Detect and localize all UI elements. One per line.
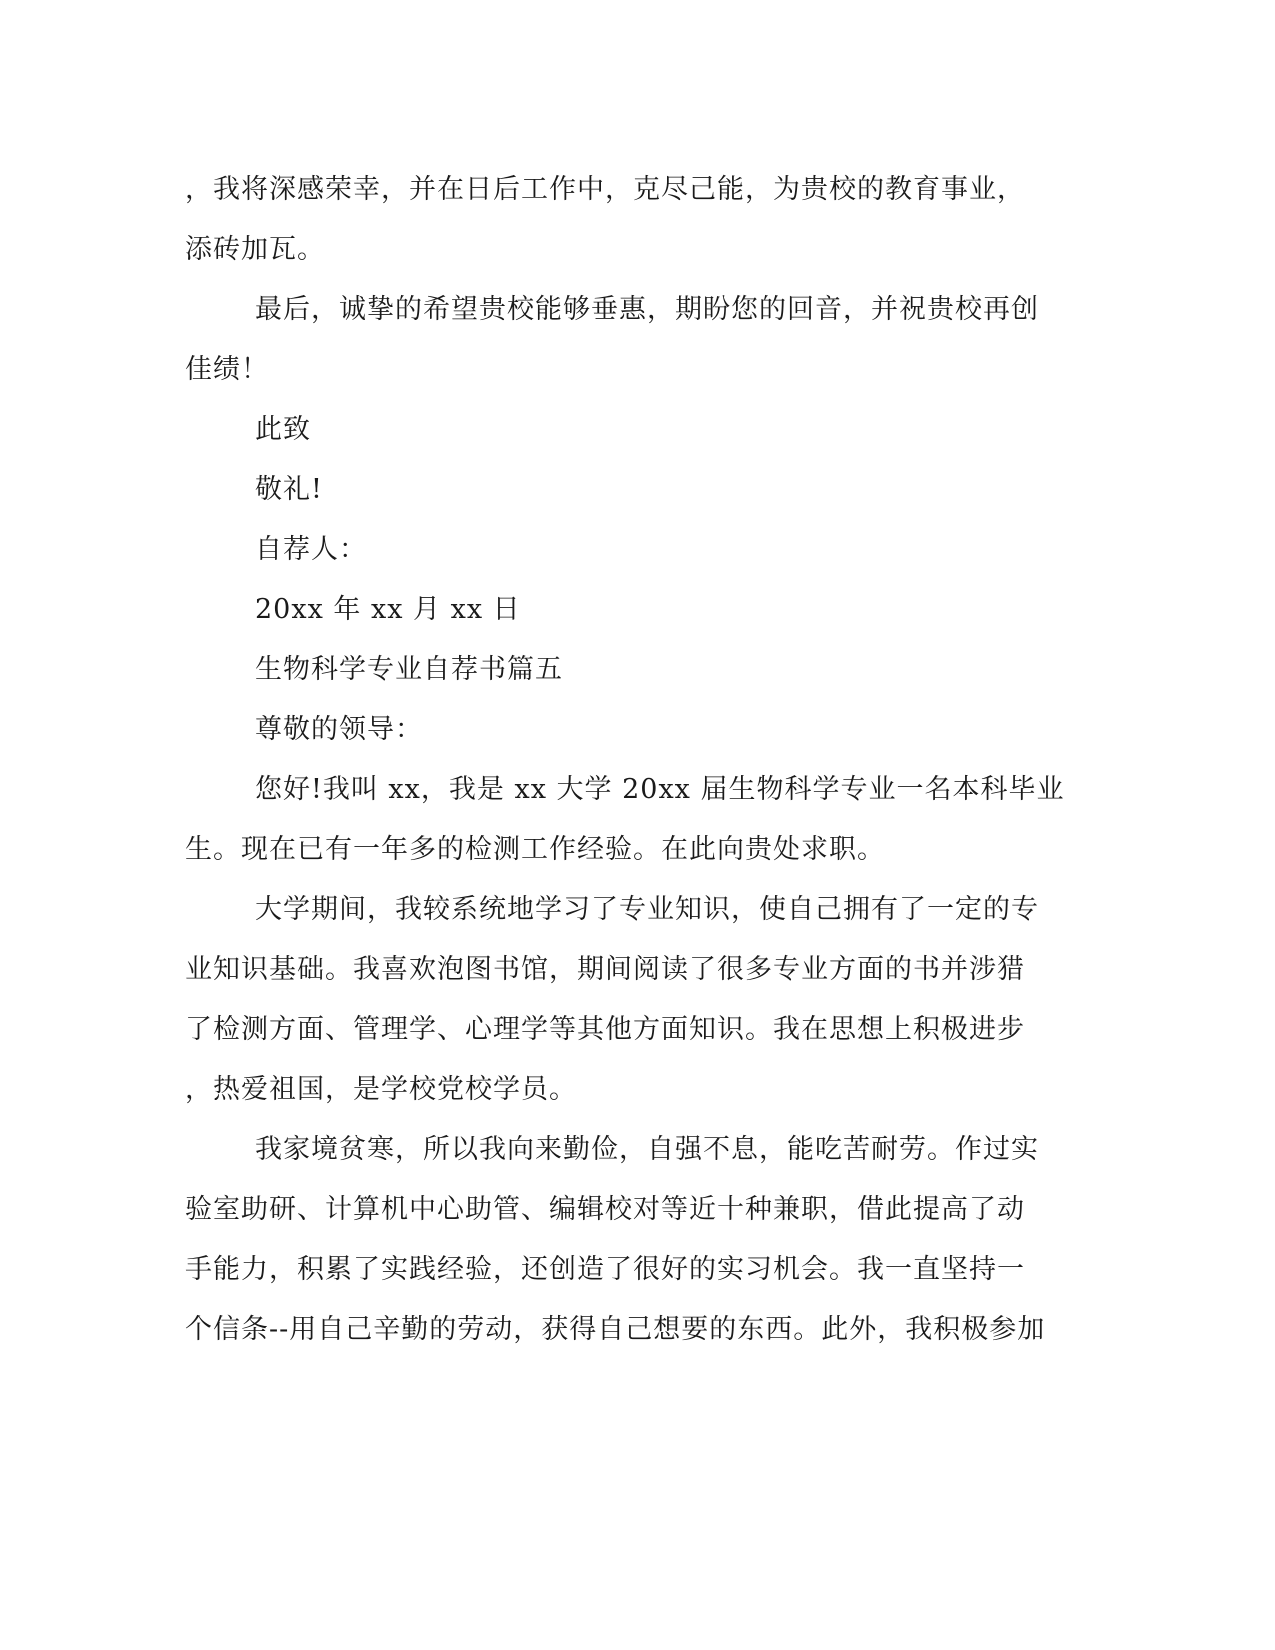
text-line: ，热爱祖国，是学校党校学员。	[185, 1074, 577, 1105]
text-line: 手能力，积累了实践经验，还创造了很好的实习机会。我一直坚持一	[185, 1254, 1025, 1285]
text-line: ，我将深感荣幸，并在日后工作中，克尽己能，为贵校的教育事业，	[185, 174, 1025, 205]
text-line: 您好!我叫 xx，我是 xx 大学 20xx 届生物科学专业一名本科毕业	[255, 774, 1065, 805]
text-line: 生。现在已有一年多的检测工作经验。在此向贵处求职。	[185, 834, 885, 865]
date-line: 20xx 年 xx 月 xx 日	[255, 594, 521, 625]
text-line: 佳绩！	[185, 354, 269, 385]
text-line: 个信条--用自己辛勤的劳动，获得自己想要的东西。此外，我积极参加	[185, 1314, 1046, 1345]
text-line: 验室助研、计算机中心助管、编辑校对等近十种兼职，借此提高了动	[185, 1194, 1025, 1225]
text-line: 了检测方面、管理学、心理学等其他方面知识。我在思想上积极进步	[185, 1014, 1025, 1045]
greeting: 尊敬的领导：	[255, 714, 423, 745]
text-line: 最后，诚挚的希望贵校能够垂惠，期盼您的回音，并祝贵校再创	[255, 294, 1039, 325]
text-line: 业知识基础。我喜欢泡图书馆，期间阅读了很多专业方面的书并涉猎	[185, 954, 1025, 985]
closing-salutation: 此致	[255, 414, 311, 445]
text-line: 添砖加瓦。	[185, 234, 325, 265]
text-line: 我家境贫寒，所以我向来勤俭，自强不息，能吃苦耐劳。作过实	[255, 1134, 1039, 1165]
signature-label: 自荐人：	[255, 534, 367, 565]
document-body	[185, 160, 1065, 1360]
text-line: 大学期间，我较系统地学习了专业知识，使自己拥有了一定的专	[255, 894, 1039, 925]
section-title: 生物科学专业自荐书篇五	[255, 654, 563, 685]
closing-regards: 敬礼!	[255, 474, 323, 505]
